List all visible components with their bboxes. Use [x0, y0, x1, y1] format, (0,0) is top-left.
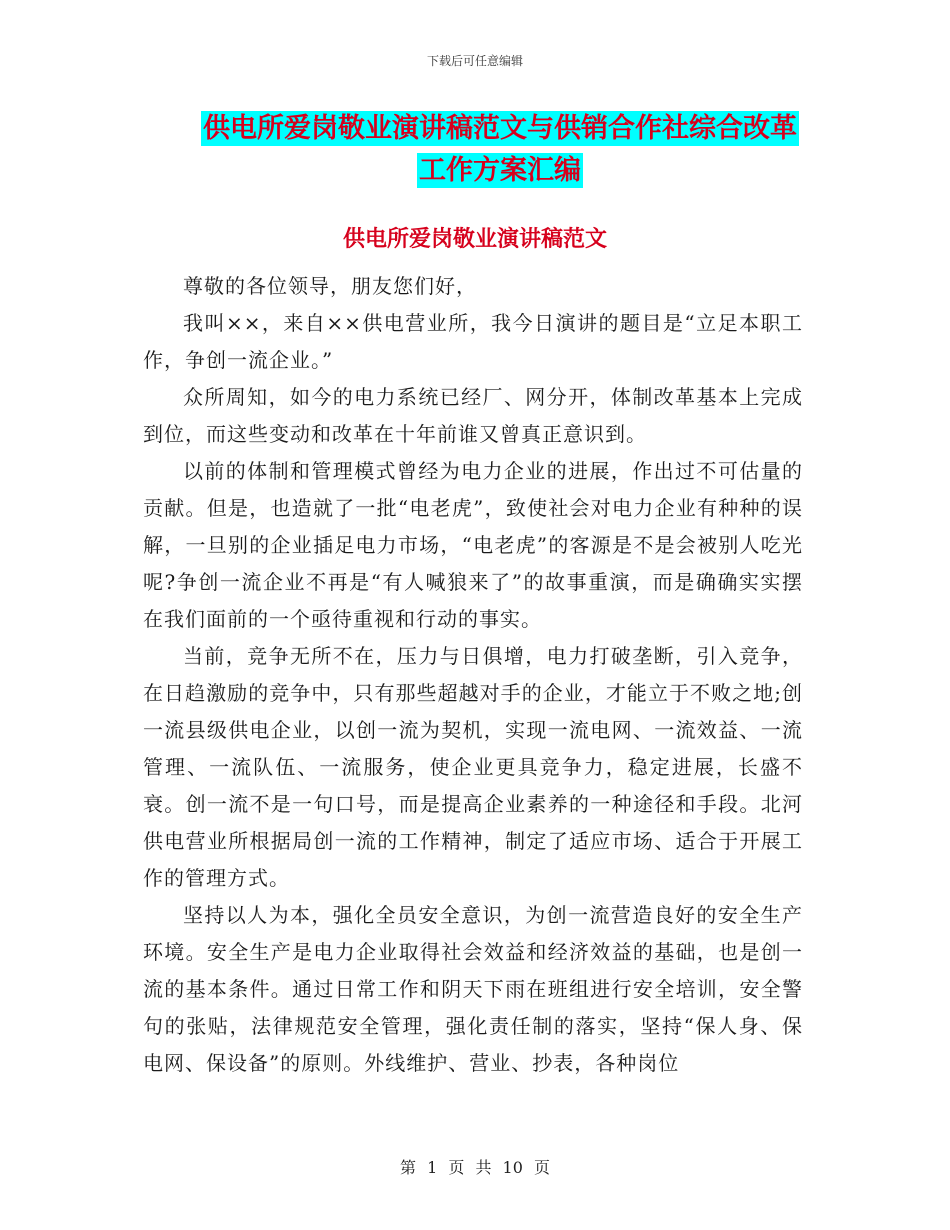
paragraph: 以前的体制和管理模式曾经为电力企业的进展，作出过不可估量的贡献。但是，也造就了一批“电老虎”，致使社会对电力企业有种种的误解，一旦别的企业插足电力市场，“电老虎”的客源是不是会被别人吃光呢?争创一流企业不再是“有人喊狼来了”的故事重演，而是确确实实摆在我们面前的一个亟待重视和行动的事实。 — [143, 459, 803, 631]
header-note: 下载后可任意编辑 — [426, 54, 523, 68]
paragraph: 众所周知，如今的电力系统已经厂、网分开，体制改革基本上完成到位，而这些变动和改革在十年前谁又曾真正意识到。 — [143, 385, 803, 446]
page-footer: 第 1 页 共 10 页 — [400, 1158, 550, 1177]
paragraph-greeting: 尊敬的各位领导，朋友您们好， — [183, 274, 477, 298]
paragraph: 当前，竞争无所不在，压力与日俱增，电力打破垄断，引入竞争，在日趋激励的竞争中，只有那些超越对手的企业，才能立于不败之地;创一流县级供电企业，以创一流为契机，实现一流电网、一流效益、一流管理、一流队伍、一流服务，使企业更具竞争力，稳定进展，长盛不衰。创一流不是一句口号，而是提高企业素养的一种途径和手段。北河供电营业所根据局创一流的工作精神，制定了适应市场、适合于开展工作的管理方式。 — [143, 644, 803, 890]
section-title: 供电所爱岗敬业演讲稿范文 — [342, 227, 607, 252]
document-title-text: 供电所爱岗敬业演讲稿范文与供销合作社综合改革工作方案汇编 — [203, 113, 797, 186]
document-body — [143, 268, 803, 1082]
paragraph-intro: 我叫××，来自××供电营业所，我今日演讲的题目是“立足本职工作，争创一流企业。” — [143, 311, 803, 372]
paragraph: 坚持以人为本，强化全员安全意识，为创一流营造良好的安全生产环境。安全生产是电力企业取得社会效益和经济效益的基础，也是创一流的基本条件。通过日常工作和阴天下雨在班组进行安全培训，安全警句的张贴，法律规范安全管理，强化责任制的落实，坚持“保人身、保电网、保设备”的原则。外线维护、营业、抄表，各种岗位 — [143, 903, 803, 1075]
document-title — [190, 108, 810, 192]
